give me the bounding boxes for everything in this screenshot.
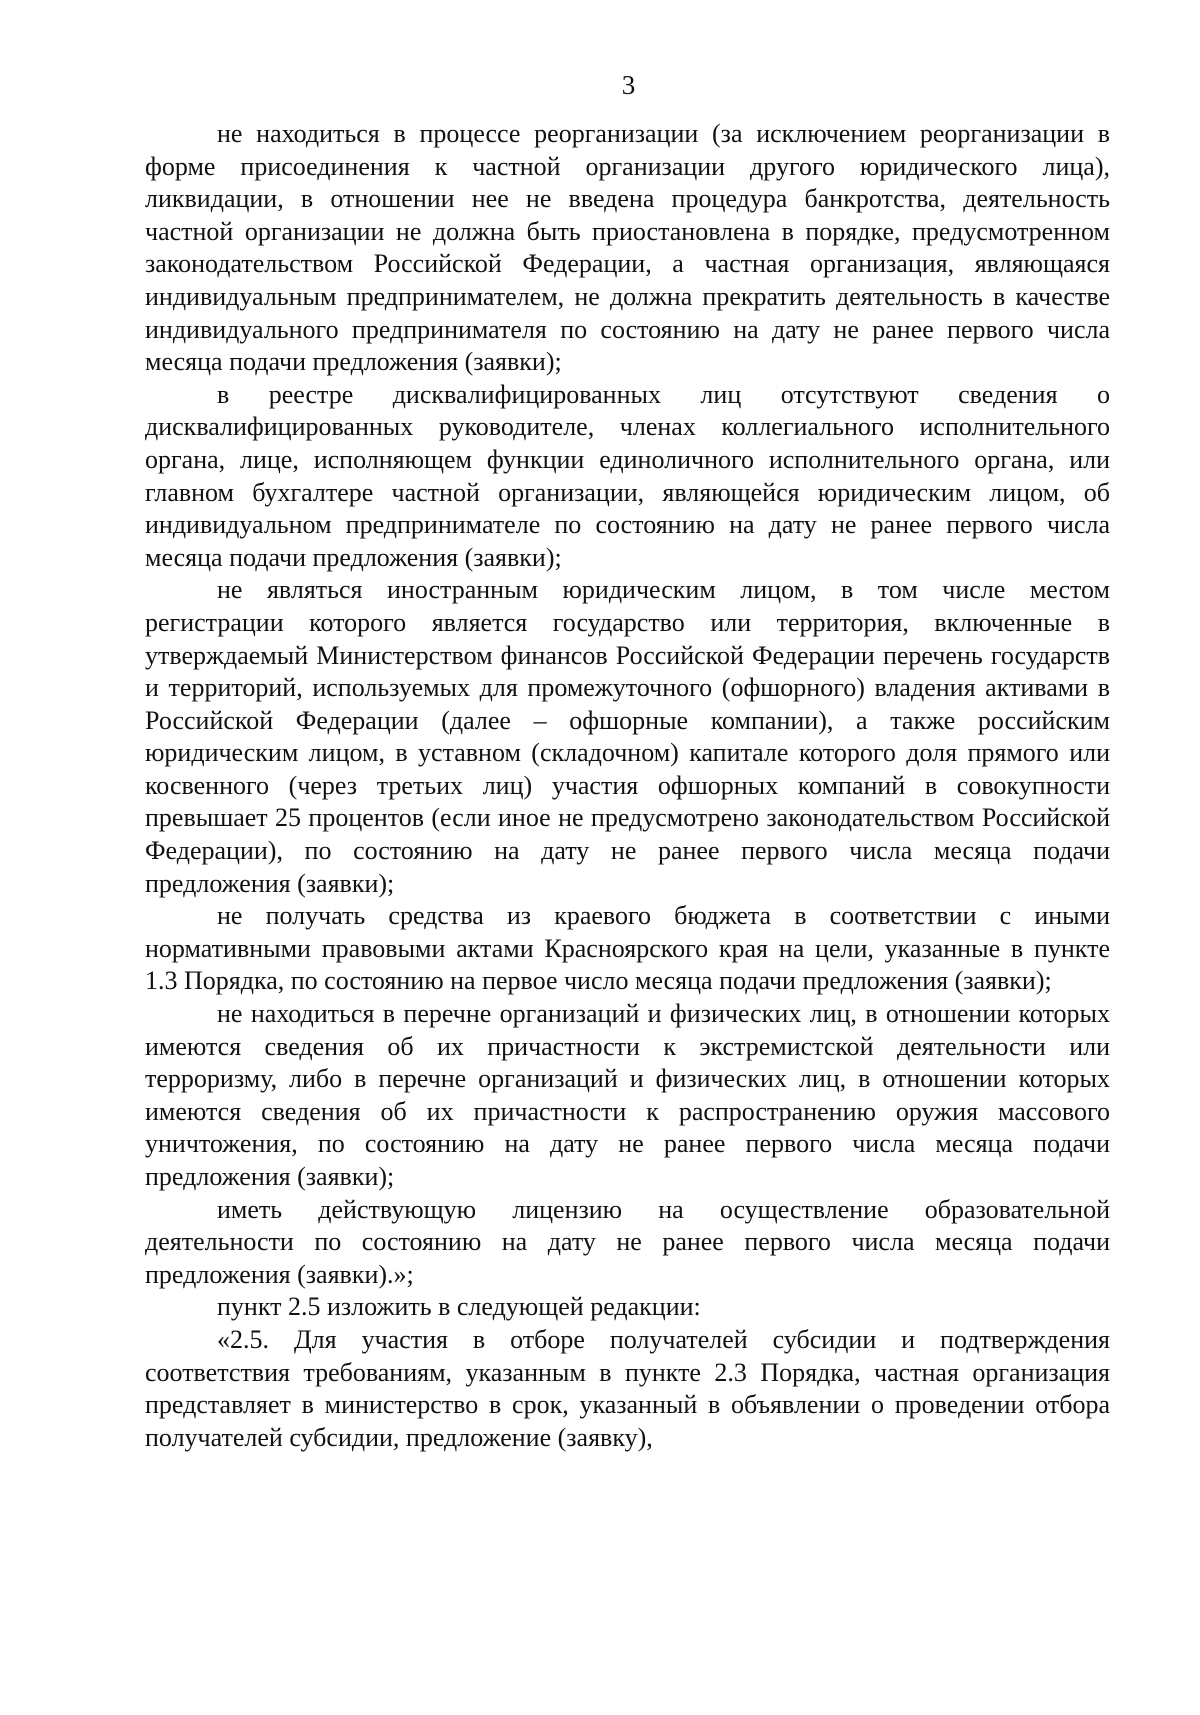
paragraph-license: иметь действующую лицензию на осуществление образовательной деятельности по состоянию на дату не ранее первого числа месяца подачи предложения (заявки).»; (145, 1194, 1110, 1289)
paragraph-clause-2-5-intro: пункт 2.5 изложить в следующей редакции: (217, 1292, 701, 1322)
paragraph-foreign-entity: не являться иностранным юридическим лицом, в том числе местом регистрации которого является государство или территория, включенные в утверждаемый Министерством финансов Российской Федерации перечень государств и территорий, используемых для промежуточного (офшорного) владения активами в Российской Федерации (далее – офшорные компании), а также российским юридическим лицом, в уставном (складочном) капитале которого доля прямого или косвенного (через третьих лиц) участия офшорных компаний в совокупности превышает 25 процентов (если иное не предусмотрено законодательством Российской Федерации), по состоянию на дату не ранее первого числа месяца подачи предложения (заявки); (145, 575, 1110, 898)
page-number: 3 (621, 70, 636, 100)
paragraph-disqualified-persons: в реестре дисквалифицированных лиц отсутствуют сведения о дисквалифицированных руководителе, членах коллегиального исполнительного органа, лице, исполняющем функции единоличного исполнительного органа, или главном бухгалтере частной организации, являющейся юридическим лицом, об индивидуальном предпринимателе по состоянию на дату не ранее первого числа месяца подачи предложения (заявки); (145, 379, 1110, 572)
paragraph-reorganization: не находиться в процессе реорганизации (за исключением реорганизации в форме присоединения к частной организации другого юридического лица), ликвидации, в отношении нее не введена процедура банкротства, деятельность частной организации не должна быть приостановлена в порядке, предусмотренном законодательством Российской Федерации, а частная организация, являющаяся индивидуальным предпринимателем, не должна прекратить деятельность в качестве индивидуального предпринимателя по состоянию на дату не ранее первого числа месяца подачи предложения (заявки); (145, 119, 1110, 377)
paragraph-extremism-list: не находиться в перечне организаций и физических лиц, в отношении которых имеются сведения об их причастности к экстремистской деятельности или терроризму, либо в перечне организаций и физических лиц, в отношении которых имеются сведения об их причастности к распространению оружия массового уничтожения, по состоянию на дату не ранее первого числа месяца подачи предложения (заявки); (145, 999, 1110, 1191)
paragraph-regional-budget: не получать средства из краевого бюджета в соответствии с иными нормативными правовыми актами Красноярского края на цели, указанные в пункте 1.3 Порядка, по состоянию на первое число месяца подачи предложения (заявки); (145, 901, 1110, 996)
document-body (145, 118, 1110, 1454)
paragraph-clause-2-5: «2.5. Для участия в отборе получателей субсидии и подтверждения соответствия требованиям, указанным в пункте 2.3 Порядка, частная организация представляет в министерство в срок, указанный в объявлении о проведении отбора получателей субсидии, предложение (заявку), (145, 1324, 1110, 1452)
